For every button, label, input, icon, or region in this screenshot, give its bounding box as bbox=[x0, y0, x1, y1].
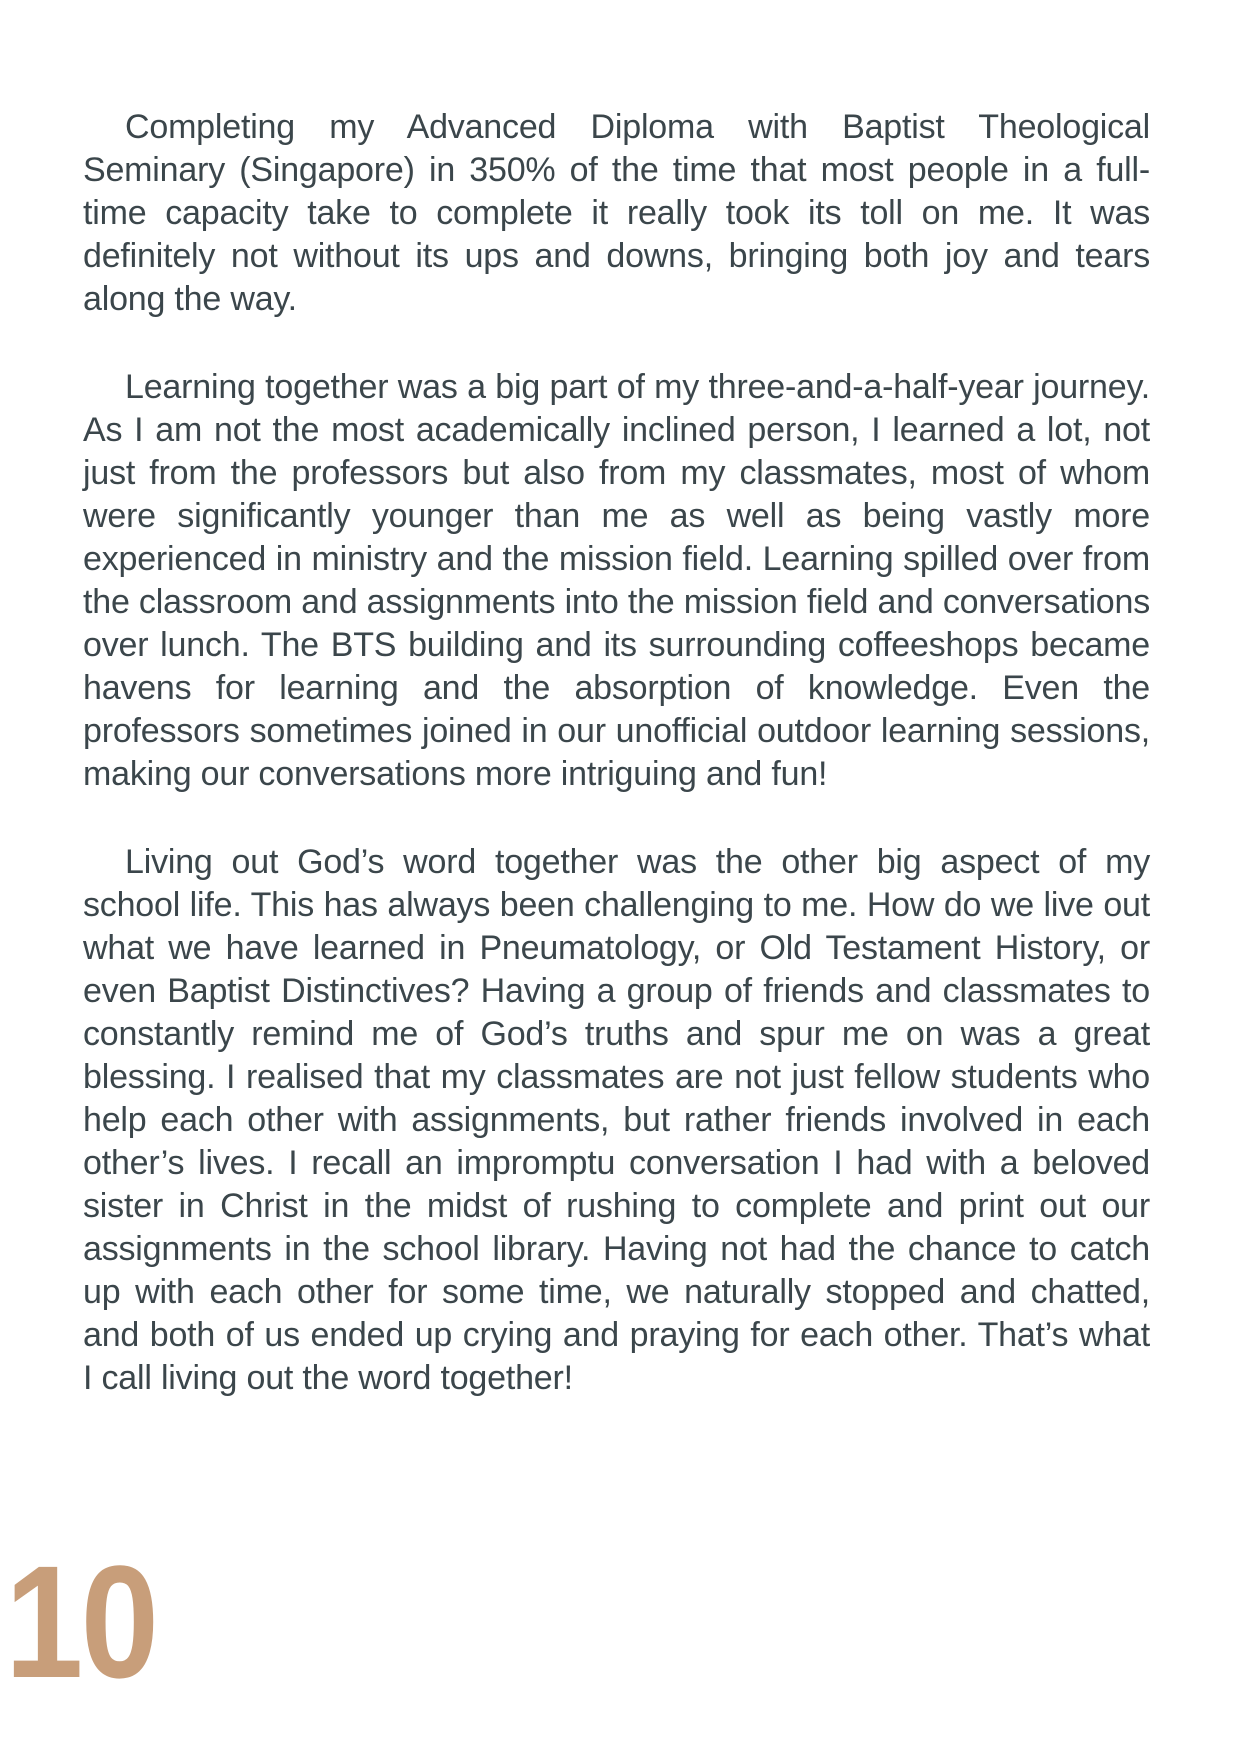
paragraph-3: Living out God’s word together was the other big aspect of my school life. This has always been challenging to me. How do we live out what we have learned in Pneumatology, or Old Testament History, or even Baptist Distinctives? Having a group of friends and classmates to constantly remind me of God’s truths and spur me on was a great blessing. I realised that my classmates are not just fellow students who help each other with assignments, but rather friends involved in each other’s lives. I recall an impromptu conversation I had with a beloved sister in Christ in the midst of rushing to complete and print out our assignments in the school library. Having not had the chance to catch up with each other for some time, we naturally stopped and chatted, and both of us ended up crying and praying for each other. That’s what I call living out the word together! bbox=[83, 843, 1150, 1397]
paragraph-1: Completing my Advanced Diploma with Baptist Theological Seminary (Singapore) in 350% of the time that most people in a full-time capacity take to complete it really took its toll on me. It was definitely not without its ups and downs, bringing both joy and tears along the way. bbox=[83, 108, 1150, 318]
page-number: 10 bbox=[5, 1532, 157, 1711]
paragraph-2: Learning together was a big part of my three-and-a-half-year journey. As I am not the most academically inclined person, I learned a lot, not just from the professors but also from my classmates, most of whom were significantly younger than me as well as being vastly more experienced in ministry and the mission field. Learning spilled over from the classroom and assignments into the mission field and conversations over lunch. The BTS building and its surrounding coffeeshops became havens for learning and the absorption of knowledge. Even the professors sometimes joined in our unofficial outdoor learning sessions, making our conversations more intriguing and fun! bbox=[83, 368, 1151, 793]
article-body bbox=[83, 106, 1150, 1400]
